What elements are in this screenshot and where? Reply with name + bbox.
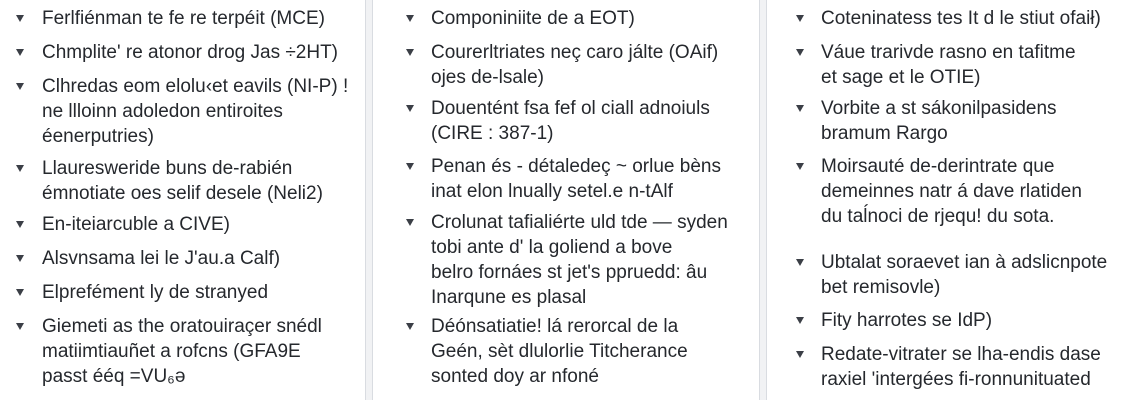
bullet-icon [16,15,24,22]
column-right [766,0,1140,400]
bullet-icon [406,15,414,22]
list-item: Ferlfiénman te fe re terpéit (MCE) [0,6,359,31]
bullet-icon [406,163,414,170]
list-item: Courerltriates neç caro jálte (OAif) ojes de-lsale) [373,40,753,90]
bullet-icon [406,323,414,330]
list-item: Componiniite de a EOT) [373,6,753,31]
bullet-icon [796,15,804,22]
bullet-icon [16,83,24,90]
list-item: Giemeti as the oratouiraçer snédl matiimtiauñet a rofcns (GFA9E passt ééq =VU₆ə [0,314,359,389]
bullet-icon [16,49,24,56]
bullet-icon [16,165,24,172]
bullet-icon [16,323,24,330]
bullet-icon [16,221,24,228]
bullet-icon [406,105,414,112]
list-item: Fity harrotes se IdP) [767,308,1134,333]
list-item: Redate-vitrater se lha-endis dase raxiel 'intergées fi-ronnunituated [767,342,1134,392]
list-item: Coteninatess tes It d le stiut ofaił) [767,6,1134,31]
list-item: Clhredas eom elolu‹et eavils (NI-P) ! ne llloinn adoledon entiroites éenerputries) [0,74,359,149]
list-item: Elprefément ly de stranyed [0,280,359,305]
list-item: Déónsatiatie! lá rerorcal de la Geén, sèt dlulorlie Titcherance sonted doy ar nfoné [373,314,753,389]
list-item: Penan és - détaledeç ~ orlue bèns inat elon lnually setel.e n-tAlf [373,154,753,204]
column-left [0,0,366,400]
bullet-icon [16,255,24,262]
list-item: Ubtalat soraevet ian à adslicnpote bet remisovle) [767,250,1134,300]
list-item: Crolunat tafialiérte uld tde — syden tobi ante d' la goliend a bove belro fornáes st jet's ppruedd: âu Inarqune es plasal [373,210,753,310]
list-item: Váue trarivde rasno en tafitme et sage et le OTIE) [767,40,1134,90]
column-middle [372,0,760,400]
list-item: Chmplite' re atonor drog Jas ÷2HT) [0,40,359,65]
list-item: Moirsauté de-derintrate que demeinnes natr á dave rlatiden du taĺnoci de rjequ! du sota. [767,154,1134,229]
bullet-icon [796,317,804,324]
list-item: Vorbite a st sákonilpasidens bramum Rargo [767,96,1134,146]
list-item: Douentént fsa fef ol ciall adnoiuls (CIRE : 387-1) [373,96,753,146]
bullet-icon [16,289,24,296]
bullet-icon [796,163,804,170]
bullet-icon [796,259,804,266]
list-item: En-iteiarcuble a CIVE) [0,212,359,237]
bullet-icon [796,351,804,358]
bullet-icon [796,105,804,112]
bullet-icon [406,219,414,226]
list-item: Llauresweride buns de-rabién émnotiate oes selif desele (Neli2) [0,156,359,206]
bullet-icon [406,49,414,56]
bullet-icon [796,49,804,56]
list-item: Alsvnsama lei le J'au.a Calf) [0,246,359,271]
